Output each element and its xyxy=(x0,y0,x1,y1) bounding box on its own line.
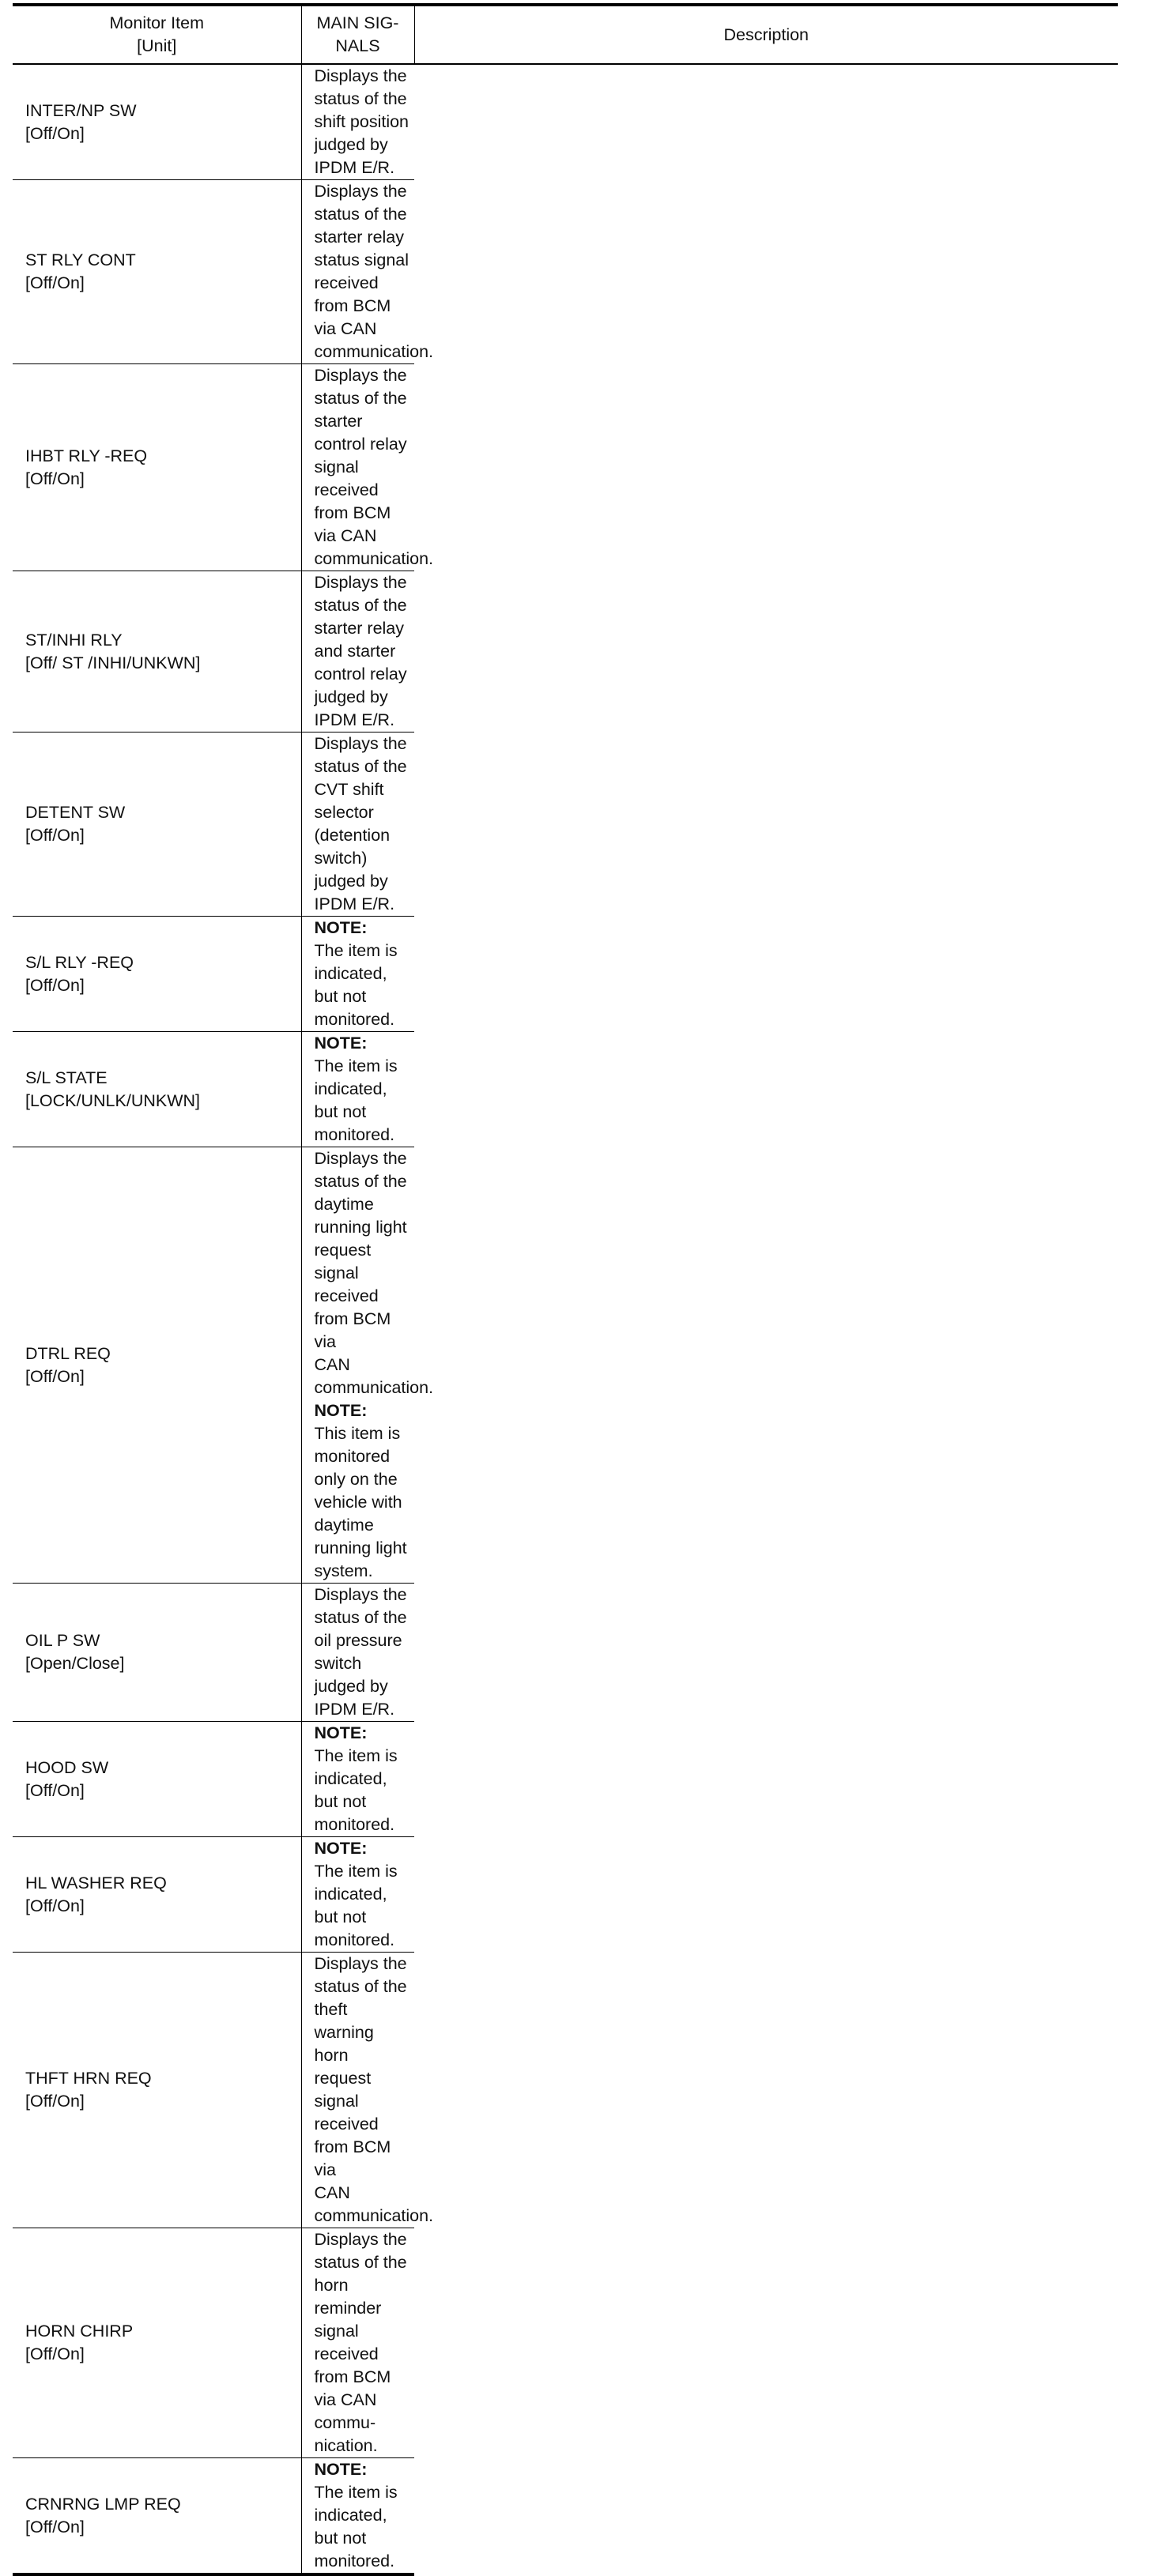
monitor-item-name: HL WASHER REQ xyxy=(25,1873,167,1892)
monitor-item-cell xyxy=(13,1147,301,1584)
monitor-item-cell xyxy=(13,364,301,571)
description-cell xyxy=(301,1032,414,1147)
table-row xyxy=(13,1837,1118,1953)
description-line-1: Displays the status of the oil pressure switch judged by IPDM E/R. xyxy=(314,1585,407,1719)
description-line-1: Displays the status of the starter relay and starter control relay judged by IPDM E/R. xyxy=(314,573,407,729)
monitor-item-unit: [LOCK/UNLK/UNKWN] xyxy=(25,1090,201,1110)
description-line-2: nication. xyxy=(314,2436,378,2455)
table-row xyxy=(13,571,1118,733)
note-text: The item is indicated, but not monitored. xyxy=(314,941,398,1029)
table-row xyxy=(13,180,1118,364)
monitor-item-unit: [Open/Close] xyxy=(25,1654,125,1673)
description-cell xyxy=(301,1147,434,1584)
description-cell xyxy=(301,2458,414,2575)
description-line-1: Displays the status of the horn reminder signal received from BCM via CAN commu- xyxy=(314,2230,407,2432)
note-label: NOTE: xyxy=(314,918,368,937)
table-row xyxy=(13,1953,1118,2228)
monitor-item-name: DETENT SW xyxy=(25,803,126,822)
monitor-item-name: ST RLY CONT xyxy=(25,250,136,269)
header-monitor-item-label: Monitor Item xyxy=(109,13,204,32)
note-label: NOTE: xyxy=(314,1034,368,1053)
table-row xyxy=(13,2228,1118,2458)
monitor-item-cell xyxy=(13,2228,301,2458)
header-unit-label: [Unit] xyxy=(137,36,177,55)
monitor-item-cell xyxy=(13,571,301,733)
note-text: The item is indicated, but not monitored. xyxy=(314,1746,398,1834)
description-line-1: Displays the status of the theft warning horn request signal received from BCM via xyxy=(314,1954,407,2179)
note-label: NOTE: xyxy=(314,1401,368,1420)
header-row xyxy=(13,5,1118,64)
header-description-label: Description xyxy=(723,24,809,44)
monitor-item-cell xyxy=(13,1837,301,1953)
monitor-item-name: CRNRNG LMP REQ xyxy=(25,2494,181,2514)
monitor-item-cell xyxy=(13,1953,301,2228)
table-row xyxy=(13,917,1118,1032)
description-line-1: Displays the status of the daytime running light request signal received from BCM via xyxy=(314,1149,407,1351)
description-cell xyxy=(301,917,414,1032)
table-row xyxy=(13,1584,1118,1722)
monitor-item-cell xyxy=(13,2458,301,2575)
header-main-signals-line1: MAIN SIG- xyxy=(316,13,399,32)
table-row xyxy=(13,364,1118,571)
table-row xyxy=(13,733,1118,917)
header-description xyxy=(414,5,1118,64)
monitor-item-name: IHBT RLY -REQ xyxy=(25,446,148,465)
monitor-item-name: HORN CHIRP xyxy=(25,2322,134,2341)
description-line-2: CAN communication. xyxy=(314,1355,434,1397)
monitor-item-cell xyxy=(13,1722,301,1837)
description-cell xyxy=(301,733,414,917)
note-label: NOTE: xyxy=(314,1839,368,1858)
monitor-item-unit: [Off/On] xyxy=(25,273,85,292)
monitor-item-unit: [Off/On] xyxy=(25,469,85,488)
table-body xyxy=(13,64,1118,2574)
table-row xyxy=(13,1722,1118,1837)
description-cell xyxy=(301,2228,414,2458)
description-line-1: Displays the status of the starter relay status signal received from BCM via CAN xyxy=(314,182,409,338)
monitor-item-cell xyxy=(13,733,301,917)
description-line-2: communication. xyxy=(314,549,434,568)
description-cell xyxy=(301,1722,414,1837)
monitor-item-name: HOOD SW xyxy=(25,1757,109,1777)
description-cell xyxy=(301,571,414,733)
note-text: The item is indicated, but not monitored. xyxy=(314,2483,398,2570)
monitor-item-table xyxy=(13,3,1118,2576)
header-main-signals-line2: NALS xyxy=(335,36,380,55)
description-line-1: Displays the status of the CVT shift selector (detention switch) judged by IPDM E/R. xyxy=(314,734,407,913)
monitor-item-name: THFT HRN REQ xyxy=(25,2069,152,2088)
monitor-item-name: DTRL REQ xyxy=(25,1343,111,1363)
description-cell xyxy=(301,1584,414,1722)
monitor-item-unit: [Off/On] xyxy=(25,1896,85,1915)
description-cell xyxy=(301,64,414,180)
monitor-item-unit: [Off/ ST /INHI/UNKWN] xyxy=(25,653,201,672)
monitor-item-unit: [Off/On] xyxy=(25,975,85,995)
monitor-item-name: S/L STATE xyxy=(25,1068,108,1087)
monitor-item-name: INTER/NP SW xyxy=(25,100,137,120)
note-text: The item is indicated, but not monitored. xyxy=(314,1862,398,1949)
monitor-item-cell xyxy=(13,1584,301,1722)
monitor-item-name: S/L RLY -REQ xyxy=(25,952,134,972)
table-row xyxy=(13,2458,1118,2575)
monitor-item-name: OIL P SW xyxy=(25,1631,100,1650)
table-row xyxy=(13,1032,1118,1147)
monitor-item-cell xyxy=(13,64,301,180)
monitor-item-cell xyxy=(13,1032,301,1147)
note-text: This item is monitored only on the vehicle with daytime running light system. xyxy=(314,1424,407,1580)
table-row xyxy=(13,64,1118,180)
note-label: NOTE: xyxy=(314,1723,368,1742)
description-line-1: Displays the status of the shift position judged by IPDM E/R. xyxy=(314,66,409,177)
monitor-item-unit: [Off/On] xyxy=(25,2517,85,2536)
monitor-item-unit: [Off/On] xyxy=(25,2344,85,2363)
monitor-item-unit: [Off/On] xyxy=(25,1366,85,1386)
description-cell xyxy=(301,1837,414,1953)
monitor-item-unit: [Off/On] xyxy=(25,2092,85,2111)
description-line-2: CAN communication. xyxy=(314,2183,434,2225)
description-cell xyxy=(301,364,434,571)
table-row xyxy=(13,1147,1118,1584)
monitor-item-unit: [Off/On] xyxy=(25,1780,85,1800)
monitor-item-cell xyxy=(13,180,301,364)
monitor-item-name: ST/INHI RLY xyxy=(25,630,123,650)
description-cell xyxy=(301,1953,434,2228)
monitor-item-unit: [Off/On] xyxy=(25,826,85,845)
note-label: NOTE: xyxy=(314,2460,368,2479)
note-text: The item is indicated, but not monitored. xyxy=(314,1056,398,1144)
monitor-item-unit: [Off/On] xyxy=(25,123,85,143)
description-cell xyxy=(301,180,434,364)
header-monitor-item xyxy=(13,5,301,64)
description-line-2: communication. xyxy=(314,342,434,361)
header-main-signals xyxy=(301,5,414,64)
monitor-item-cell xyxy=(13,917,301,1032)
description-line-1: Displays the status of the starter control relay signal received from BCM via CAN xyxy=(314,366,407,545)
